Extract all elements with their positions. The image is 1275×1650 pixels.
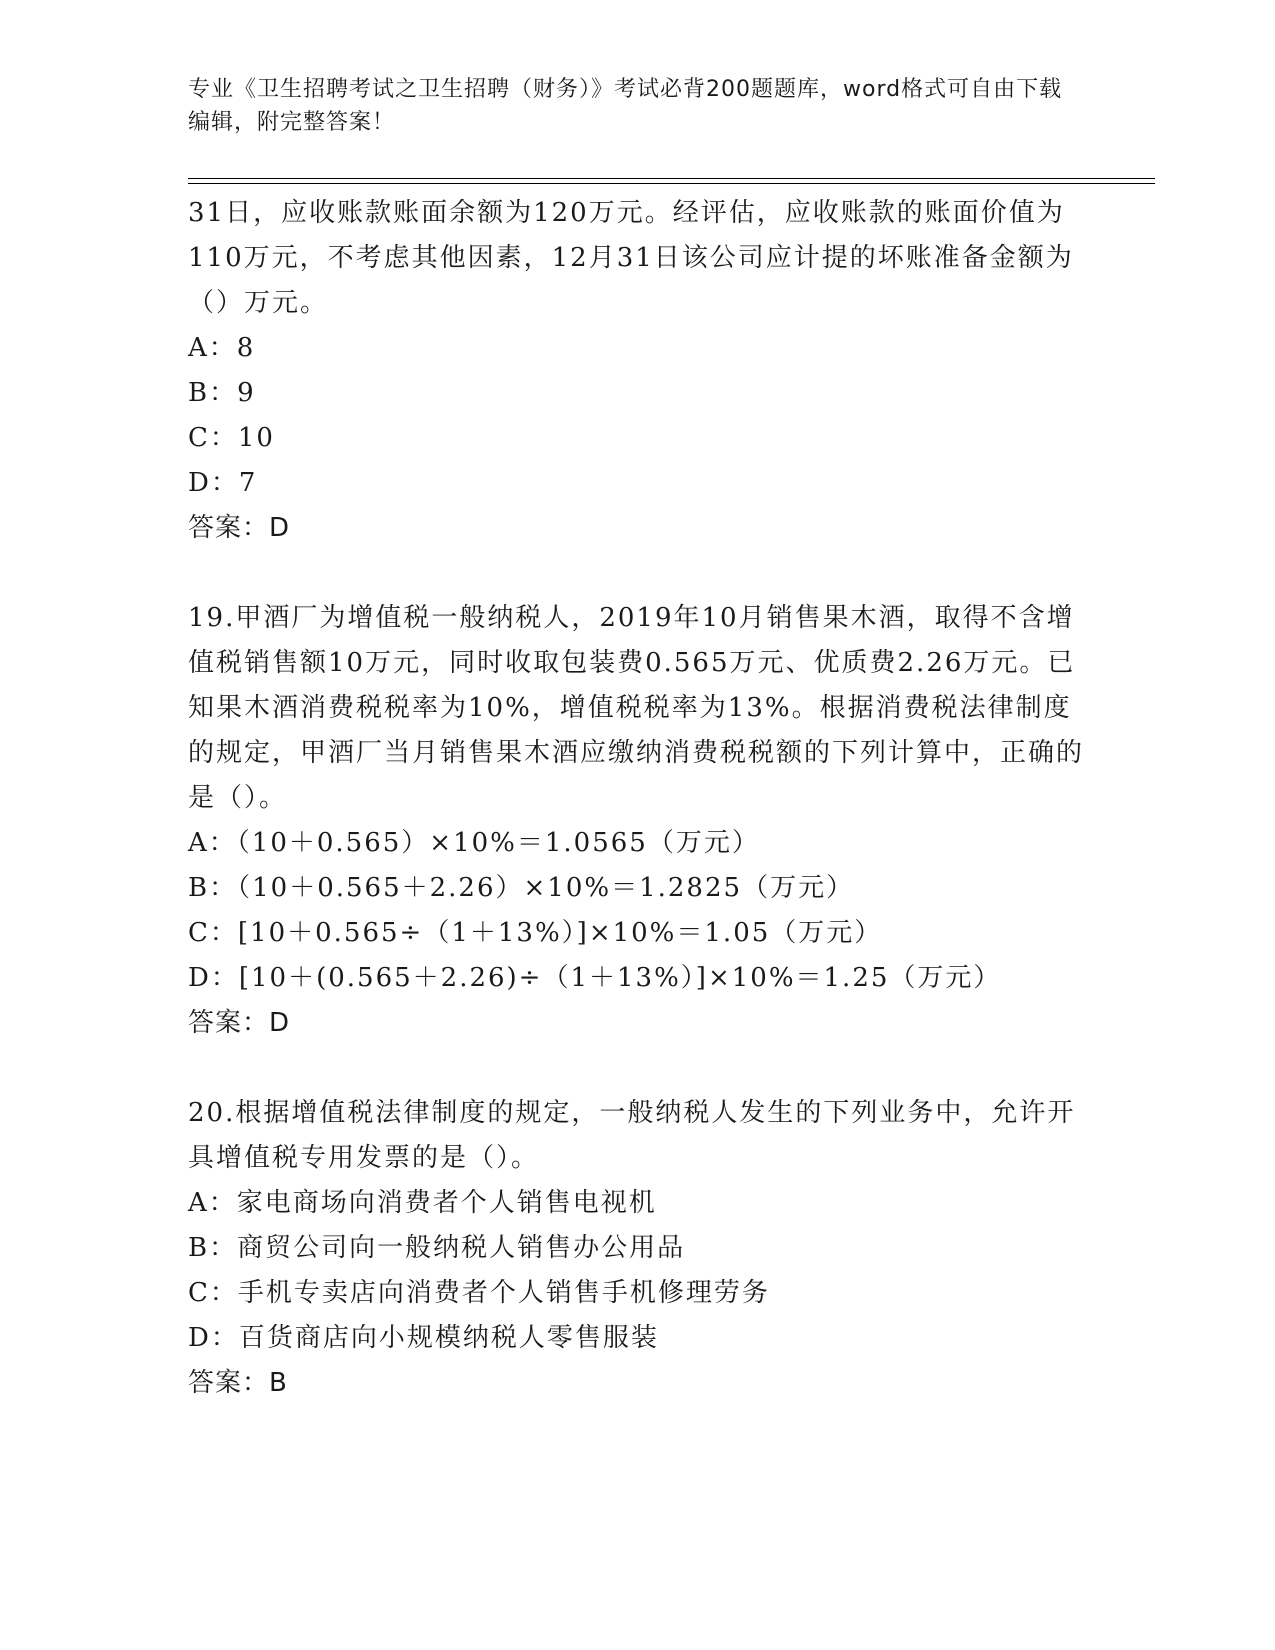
question-block xyxy=(188,191,1088,551)
option-b: B：9 xyxy=(188,378,256,408)
option-c: C：手机专卖店向消费者个人销售手机修理劳务 xyxy=(188,1278,770,1308)
question-text: 19.甲酒厂为增值税一般纳税人，2019年10月销售果木酒，取得不含增值税销售额10万元，同时收取包装费0.565万元、优质费2.26万元。已知果木酒消费税税率为10%，增值税税率为13%。根据消费税法律制度的规定，甲酒厂当月销售果木酒应缴纳消费税税额的下列计算中，正确的是（）。 xyxy=(188,603,1085,813)
option-b: B：（10＋0.565＋2.26）×10%＝1.2825（万元） xyxy=(188,873,855,903)
header-divider xyxy=(188,178,1155,179)
answer: 答案：D xyxy=(188,513,291,543)
option-d: D：[10＋(0.565＋2.26)÷（1＋13%）]×10%＝1.25（万元） xyxy=(188,963,1002,993)
option-c: C：[10＋0.565÷（1＋13%）]×10%＝1.05（万元） xyxy=(188,918,883,948)
header-divider-2 xyxy=(188,183,1155,184)
answer: 答案：D xyxy=(188,1008,291,1038)
questions-content xyxy=(188,191,1088,1406)
question-text: 31日，应收账款账面余额为120万元。经评估，应收账款的账面价值为110万元，不考虑其他因素，12月31日该公司应计提的坏账准备金额为（）万元。 xyxy=(188,198,1074,318)
answer: 答案：B xyxy=(188,1368,288,1398)
question-text: 20.根据增值税法律制度的规定，一般纳税人发生的下列业务中，允许开具增值税专用发票的是（）。 xyxy=(188,1098,1076,1173)
option-a: A：8 xyxy=(188,333,256,363)
document-header: 专业《卫生招聘考试之卫生招聘（财务）》考试必背200题题库，word格式可自由下载编辑，附完整答案！ xyxy=(188,77,1063,135)
option-d: D：百货商店向小规模纳税人零售服装 xyxy=(188,1323,659,1353)
option-a: A：（10＋0.565）×10%＝1.0565（万元） xyxy=(188,828,760,858)
option-d: D：7 xyxy=(188,468,258,498)
option-c: C：10 xyxy=(188,423,275,453)
question-block xyxy=(188,596,1088,1046)
option-b: B：商贸公司向一般纳税人销售办公用品 xyxy=(188,1233,686,1263)
option-a: A：家电商场向消费者个人销售电视机 xyxy=(188,1188,657,1218)
question-block xyxy=(188,1091,1088,1406)
